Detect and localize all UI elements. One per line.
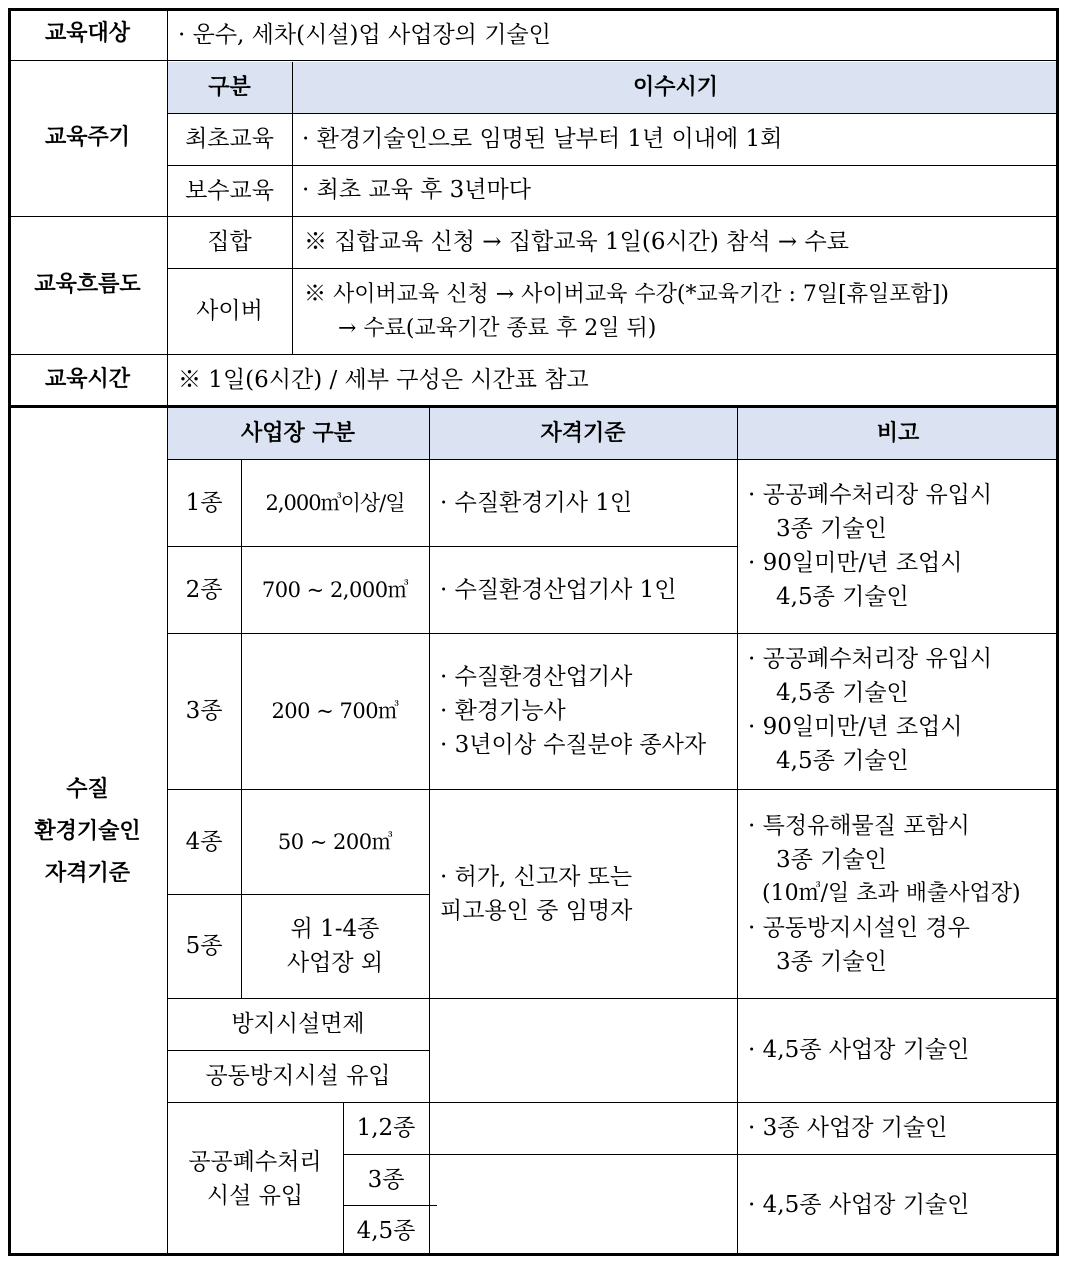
cycle-label: 교육주기 (44, 125, 130, 150)
criteria-grade45: · 허가, 신고자 또는 피고용인 중 임명자 (440, 864, 633, 924)
flow-cyber-line2: → 수료(교육기간 종료 후 2일 뒤) (338, 316, 657, 341)
hours-value: ※ 1일(6시간) / 세부 구성은 시간표 참고 (178, 367, 589, 393)
remarks-grade45: · 특정유해물질 포함시 3종 기술인 (10㎥/일 초과 배출사업장) · 공동방지시설인 경우 3종 기술인 (748, 813, 1021, 975)
training-info-table (8, 8, 1059, 1256)
amount-5: 위 1-4종 사업장 외 (286, 916, 384, 976)
hours-label: 교육시간 (44, 366, 130, 392)
qual-header-criteria: 자격기준 (540, 420, 626, 446)
special-public: 공공폐수처리 시설 유입 (188, 1149, 322, 1209)
grade-5: 5종 (185, 933, 223, 959)
public-sub-12: 1,2종 (356, 1115, 416, 1141)
amount-3: 200 ~ 700㎥ (271, 699, 399, 723)
grade-2: 2종 (185, 576, 223, 603)
amount-2: 700 ~ 2,000㎥ (261, 577, 409, 602)
criteria-grade1: · 수질환경기사 1인 (440, 490, 633, 516)
remarks-public-345: · 4,5종 사업장 기술인 (748, 1192, 970, 1218)
cycle-refresher-value: · 최초 교육 후 3년마다 (302, 177, 531, 203)
criteria-grade3: · 수질환경산업기사 · 환경기능사 · 3년이상 수질분야 종사자 (440, 664, 707, 758)
qual-label: 수질 환경기술인 자격기준 (34, 777, 141, 886)
flow-group-value: ※ 집합교육 신청 → 집합교육 1일(6시간) 참석 → 수료 (304, 229, 849, 255)
qual-header-remarks: 비고 (876, 420, 920, 446)
remarks-grade3: · 공공폐수처리장 유입시 4,5종 기술인 · 90일미만/년 조업시 4,5종 기술인 (748, 646, 993, 774)
remarks-grade12: · 공공폐수처리장 유입시 3종 기술인 · 90일미만/년 조업시 4,5종 기술인 (748, 482, 993, 610)
cycle-initial-name: 최초교육 (185, 126, 274, 152)
grade-3: 3종 (185, 698, 223, 724)
special-joint: 공동방지시설 유입 (205, 1063, 391, 1089)
criteria-grade2: · 수질환경산업기사 1인 (440, 577, 677, 603)
public-sub-3: 3종 (367, 1166, 405, 1193)
flow-cyber-line1: ※ 사이버교육 신청 → 사이버교육 수강(*교육기간 : 7일[휴일포함]) (304, 282, 949, 307)
special-exempt: 방지시설면제 (231, 1011, 365, 1037)
flow-label: 교육흐름도 (34, 272, 141, 297)
target-label: 교육대상 (44, 21, 130, 46)
public-sub-45: 4,5종 (356, 1217, 416, 1244)
cycle-refresher-name: 보수교육 (185, 177, 274, 204)
cycle-header-category: 구분 (208, 74, 251, 100)
amount-4: 50 ~ 200㎥ (277, 829, 393, 854)
flow-group-name: 집합 (207, 229, 252, 255)
grade-4: 4종 (185, 828, 223, 855)
remarks-exempt: · 4,5종 사업장 기술인 (748, 1037, 970, 1063)
cycle-header-period: 이수시기 (632, 74, 718, 100)
flow-cyber-name: 사이버 (196, 298, 263, 324)
amount-1: 2,000㎥이상/일 (265, 490, 405, 515)
target-value: · 운수, 세차(시설)업 사업장의 기술인 (178, 22, 551, 48)
qual-header-site: 사업장 구분 (241, 420, 355, 446)
grade-1: 1종 (185, 489, 223, 516)
cycle-initial-value: · 환경기술인으로 임명된 날부터 1년 이내에 1회 (302, 126, 783, 152)
remarks-public-12: · 3종 사업장 기술인 (748, 1115, 948, 1141)
